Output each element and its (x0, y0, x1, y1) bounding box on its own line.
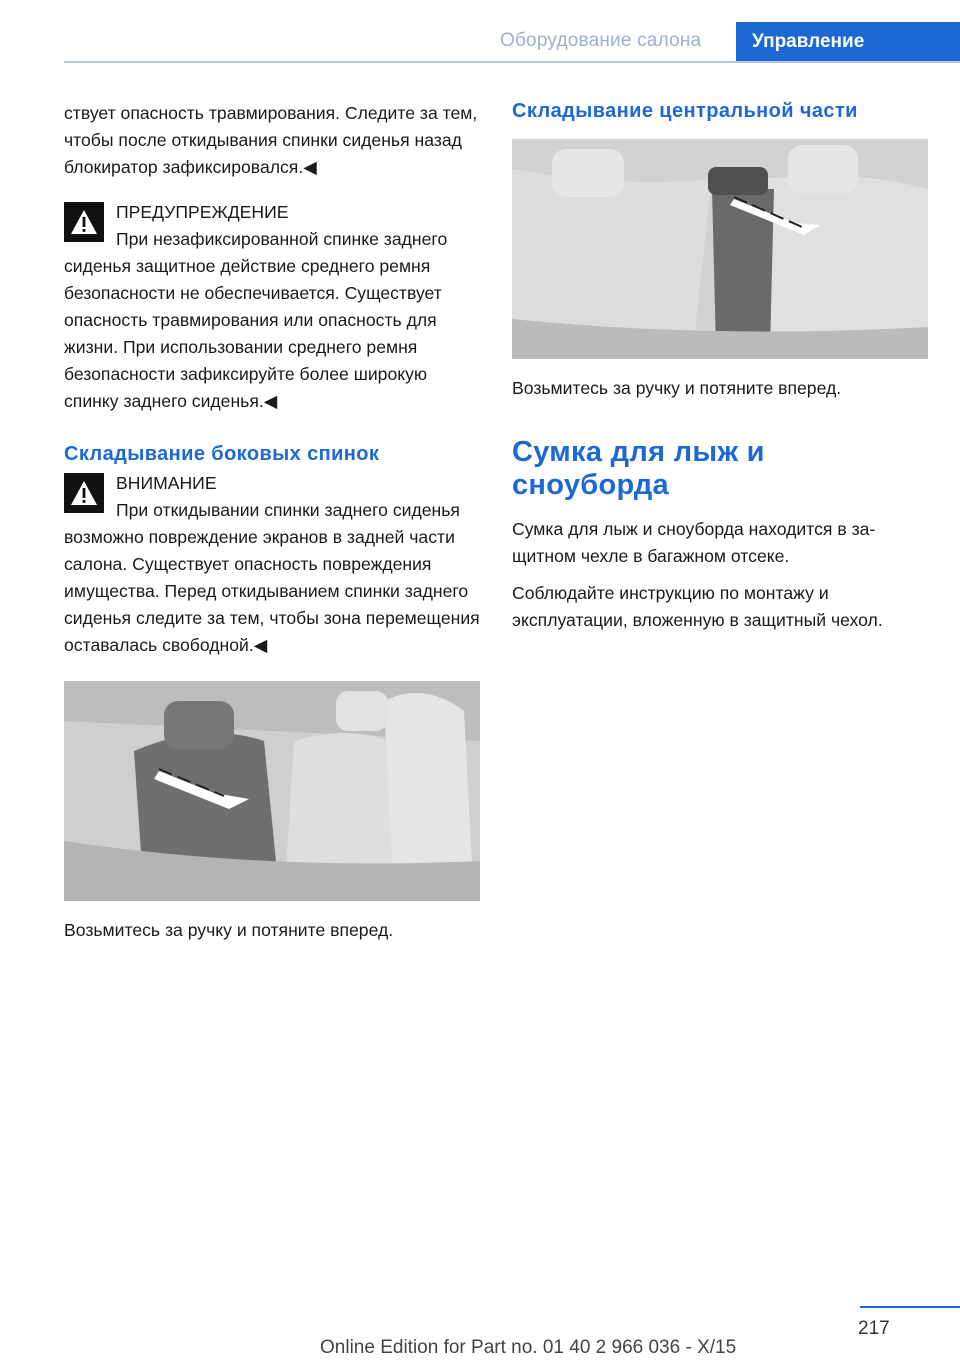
header-section-title: Оборудование салона (500, 30, 702, 51)
section-heading: Складывание боковых спинок (64, 443, 380, 465)
caution-text: При откидывании спинки заднего сиденья возможно повреждение экранов в задней части салона. Существует опасность повреждения имущества. Перед откидыванием спинки заднего сиденья следите за тем, чтобы зона перемещения оставалась свободной.◀ (64, 500, 480, 655)
warning-title: ПРЕДУПРЕЖДЕНИЕ (116, 202, 289, 222)
section-heading: Складывание центральной части (512, 100, 858, 122)
section-title: Сумка для лыж и сноуборда (512, 436, 765, 501)
figure-caption: Возьмитесь за ручку и потяните вперед. (64, 920, 394, 940)
header-divider (64, 61, 960, 63)
body-paragraph: Сумка для лыж и сноуборда находится в защитном чехле в багажном отсеке. (512, 519, 876, 566)
left-column (64, 100, 484, 944)
warning-triangle-icon (64, 202, 104, 242)
left-paragraph: ствует опасность травмирования. Следите за тем, чтобы после откидывания спинки сиденья назад блокиратор зафиксировался.◀ (64, 103, 478, 177)
header-tab[interactable] (736, 22, 960, 62)
page-number: 217 (858, 1318, 890, 1339)
edition-note: Online Edition for Part no. 01 40 2 966 036 - X/15 (320, 1337, 737, 1358)
side-backrest-illustration (64, 681, 480, 901)
caution-title: ВНИМАНИЕ (116, 473, 217, 493)
header-tab-label: Управление (752, 31, 865, 52)
warning-block (64, 199, 484, 415)
warning-triangle-icon (64, 473, 104, 513)
footer-divider (860, 1306, 960, 1308)
body-paragraph: Соблюдайте инструкцию по монтажу и эксплуатации, вложенную в защитный чехол. (512, 583, 883, 630)
center-section-illustration (512, 139, 928, 359)
caution-block (64, 470, 484, 659)
warning-text: При незафиксированной спинке заднего сиденья защитное действие среднего ремня безопасности не обеспечивается. Существует опасность травмирования или опасность для жизни. При использовании среднего ремня безопасности зафиксируйте более широкую спинку заднего сиденья.◀ (64, 229, 448, 411)
right-column (512, 100, 928, 652)
figure-caption: Возьмитесь за ручку и потяните вперед. (512, 378, 842, 398)
